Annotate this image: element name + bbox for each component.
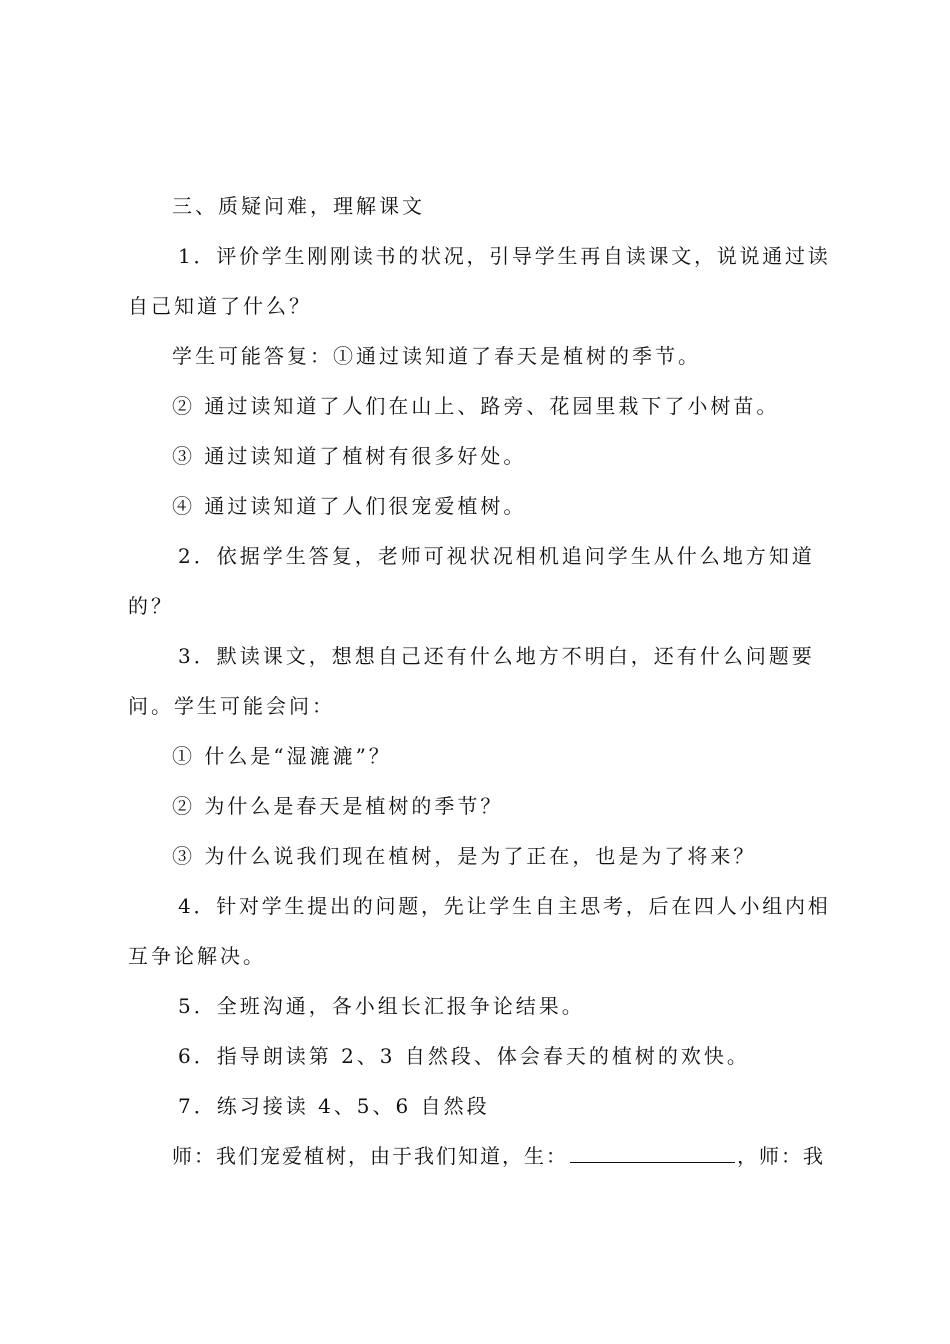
dialogue-end: ，师：我 (737, 1144, 825, 1168)
answer-4: ④ 通过读知道了人们很宠爱植树。 (172, 494, 527, 518)
item-3-line-2: 问。学生可能会问： (128, 694, 335, 718)
item-1-line-1: 1．评价学生刚刚读书的状况，引导学生再自读课文，说说通过读 (178, 244, 831, 268)
answer-2: ② 通过读知道了人们在山上、路旁、花园里栽下了小树苗。 (172, 394, 780, 418)
item-4-line-2: 互争论解决。 (128, 944, 266, 968)
question-1: ① 什么是“湿漉漉”？ (172, 744, 392, 768)
fill-in-blank (570, 1144, 735, 1163)
item-4-line-1: 4．针对学生提出的问题，先让学生自主思考，后在四人小组内相 (178, 894, 831, 918)
item-3-line-1: 3．默读课文，想想自己还有什么地方不明白，还有什么问题要 (178, 644, 815, 668)
item-2-line-1: 2．依据学生答复，老师可视状况相机追问学生从什么地方知道 (178, 544, 815, 568)
item-7: 7．练习接读 4、5、6 自然段 (178, 1094, 490, 1118)
item-2-line-2: 的？ (128, 594, 174, 618)
answer-intro: 学生可能答复：①通过读知道了春天是植树的季节。 (172, 344, 701, 368)
dialogue-line (172, 1143, 825, 1169)
item-1-line-2: 自己知道了什么？ (128, 294, 312, 318)
item-6: 6．指导朗读第 2、3 自然段、体会春天的植树的欢快。 (178, 1044, 750, 1068)
answer-3: ③ 通过读知道了植树有很多好处。 (172, 444, 527, 468)
dialogue-start: 师：我们宠爱植树，由于我们知道，生： (172, 1144, 568, 1168)
section-heading: 三、质疑问难，理解课文 (172, 194, 425, 218)
question-3: ③ 为什么说我们现在植树，是为了正在，也是为了将来？ (172, 844, 757, 868)
question-2: ② 为什么是春天是植树的季节？ (172, 794, 504, 818)
item-5: 5．全班沟通，各小组长汇报争论结果。 (178, 994, 585, 1018)
